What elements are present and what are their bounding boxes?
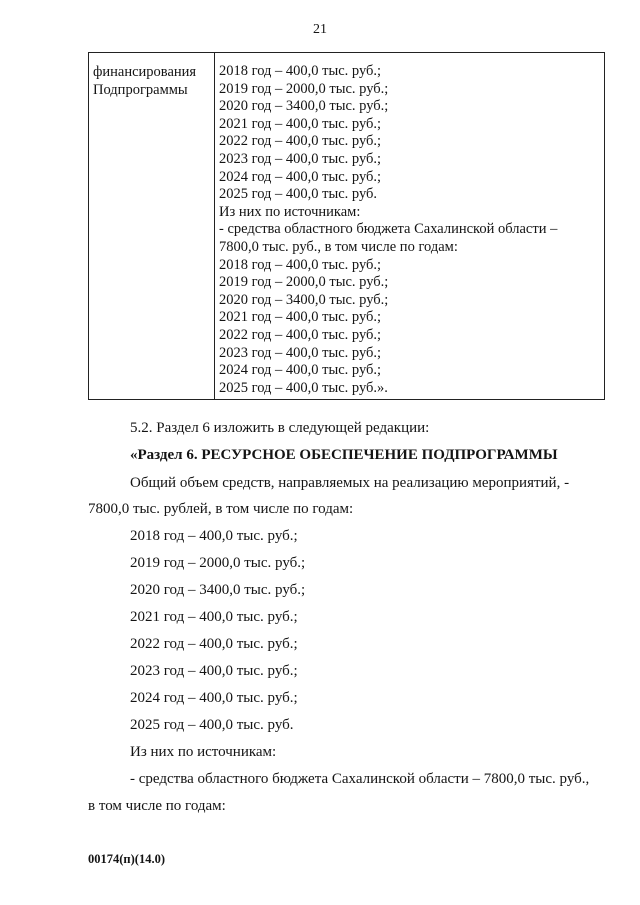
year-line: 2019 год – 2000,0 тыс. руб.;	[130, 555, 306, 571]
table-right-cell	[219, 63, 600, 397]
table-year-line: 2019 год – 2000,0 тыс. руб.;	[219, 80, 389, 97]
table-left-cell	[93, 63, 196, 99]
left-cell-line: финансирования	[93, 64, 197, 80]
table-year-line: 2021 год – 400,0 тыс. руб.;	[219, 309, 382, 326]
table-year-line: 2024 год – 400,0 тыс. руб.;	[219, 168, 382, 185]
table-year-line: 2020 год – 3400,0 тыс. руб.;	[219, 291, 389, 308]
section-heading: «Раздел 6. РЕСУРСНОЕ ОБЕСПЕЧЕНИЕ ПОДПРОГРАММЫ	[130, 447, 558, 463]
paragraph-total-line2: 7800,0 тыс. рублей, в том числе по годам:	[88, 501, 354, 517]
year-line: 2025 год – 400,0 тыс. руб.	[130, 717, 294, 733]
table-year-line: 2023 год – 400,0 тыс. руб.;	[219, 344, 382, 361]
table-column-divider	[214, 53, 215, 399]
table-source-line: 7800,0 тыс. руб., в том числе по годам:	[219, 238, 458, 255]
page-number: 21	[313, 22, 327, 37]
year-line: 2022 год – 400,0 тыс. руб.;	[130, 636, 298, 652]
document-code: 00174(п)(14.0)	[88, 852, 165, 866]
table-year-line: 2021 год – 400,0 тыс. руб.;	[219, 115, 382, 132]
year-line: 2023 год – 400,0 тыс. руб.;	[130, 663, 298, 679]
year-line: 2021 год – 400,0 тыс. руб.;	[130, 609, 298, 625]
table-year-line: 2018 год – 400,0 тыс. руб.;	[219, 256, 382, 273]
table-year-line: 2025 год – 400,0 тыс. руб.	[219, 186, 378, 203]
table-year-line: 2022 год – 400,0 тыс. руб.;	[219, 133, 382, 150]
table-sources-label: Из них по источникам:	[219, 203, 361, 220]
table-year-line: 2025 год – 400,0 тыс. руб.».	[219, 379, 388, 396]
sources-intro: Из них по источникам:	[130, 744, 277, 760]
table-year-line: 2024 год – 400,0 тыс. руб.;	[219, 362, 382, 379]
table-year-line: 2020 год – 3400,0 тыс. руб.;	[219, 98, 389, 115]
section-intro: 5.2. Раздел 6 изложить в следующей редакции:	[130, 420, 430, 436]
sources-line1: - средства областного бюджета Сахалинской области – 7800,0 тыс. руб.,	[130, 771, 590, 787]
year-line: 2024 год – 400,0 тыс. руб.;	[130, 690, 298, 706]
table-year-line: 2018 год – 400,0 тыс. руб.;	[219, 63, 382, 79]
year-line: 2020 год – 3400,0 тыс. руб.;	[130, 582, 306, 598]
table-year-line: 2022 год – 400,0 тыс. руб.;	[219, 326, 382, 343]
table-source-line: - средства областного бюджета Сахалинской области –	[219, 221, 558, 238]
sources-line2: в том числе по годам:	[88, 798, 226, 814]
year-line: 2018 год – 400,0 тыс. руб.;	[130, 528, 298, 544]
table-year-line: 2023 год – 400,0 тыс. руб.;	[219, 150, 382, 167]
paragraph-total-line1: Общий объем средств, направляемых на реализацию мероприятий, -	[130, 475, 570, 491]
left-cell-line: Подпрограммы	[93, 82, 188, 98]
table-year-line: 2019 год – 2000,0 тыс. руб.;	[219, 274, 389, 291]
financing-table	[88, 52, 605, 400]
